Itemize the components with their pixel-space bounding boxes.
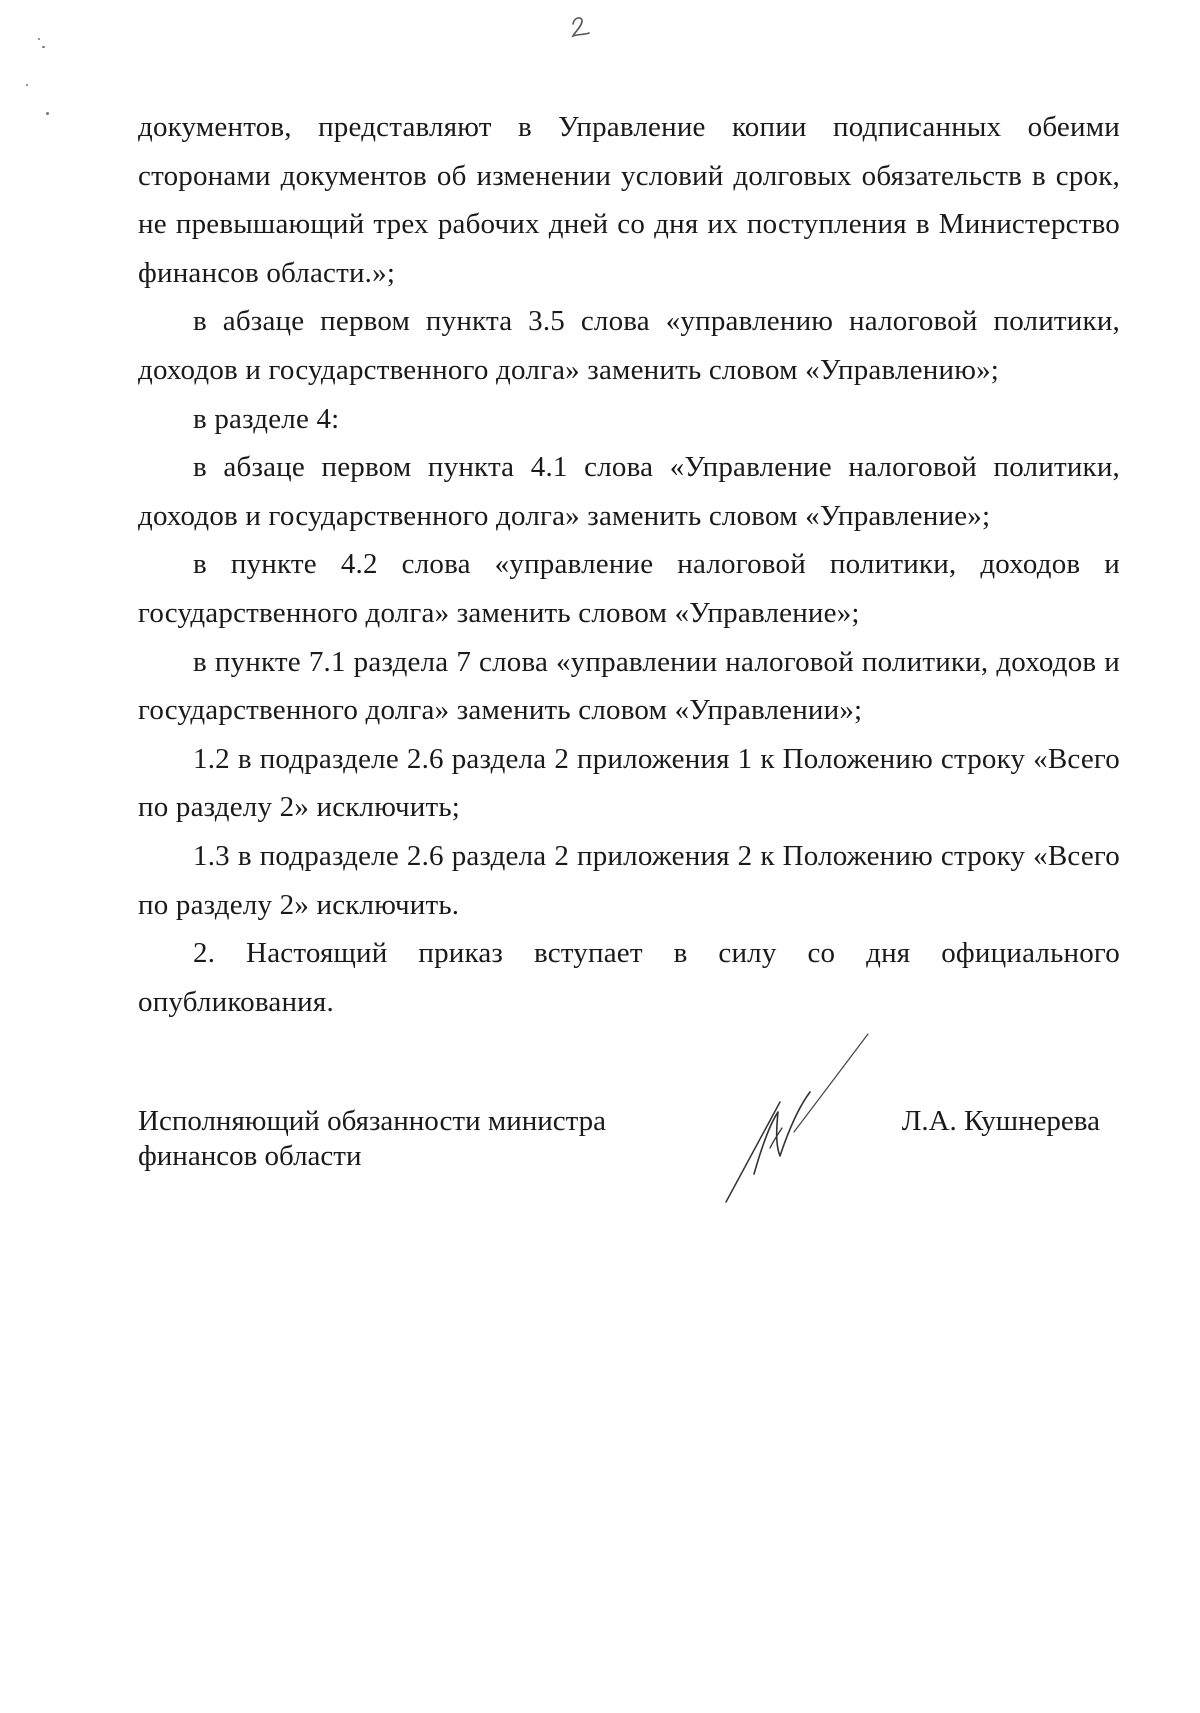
paragraph-section-4: в разделе 4: xyxy=(193,402,340,435)
paragraph-2-effective: 2. Настоящий приказ вступает в силу со дня официального опубликования. xyxy=(138,937,1120,1018)
paragraph-1-2: 1.2 в подразделе 2.6 раздела 2 приложения 1 к Положению строку «Всего по разделу 2» исключить; xyxy=(138,742,1120,824)
paragraph-item-4-2: в пункте 4.2 слова «управление налоговой политики, доходов и государственного долга» заменить словом «Управление»; xyxy=(138,548,1120,629)
scan-speck xyxy=(38,38,40,40)
signer-position-line-2: финансов области xyxy=(138,1140,362,1172)
signature-block xyxy=(138,1104,1120,1234)
paragraph-1-3: 1.3 в подразделе 2.6 раздела 2 приложения 2 к Положению строку «Всего по разделу 2» исключить. xyxy=(138,839,1120,921)
paragraph-item-3-5: в абзаце первом пункта 3.5 слова «управлению налоговой политики, доходов и государственного долга» заменить словом «Управлению»; xyxy=(138,305,1120,386)
handwritten-page-number xyxy=(562,6,602,46)
handwritten-signature xyxy=(718,1028,878,1208)
signer-position-line-1: Исполняющий обязанности министра xyxy=(138,1105,607,1137)
paragraph-item-4-1: в абзаце первом пункта 4.1 слова «Управление налоговой политики, доходов и государственного долга» заменить словом «Управление»; xyxy=(138,451,1120,532)
paragraph-continuation: документов, представляют в Управление копии подписанных обеими сторонами документов об изменении условий долговых обязательств в срок, не превышающий трех рабочих дней со дня их поступления в Министерство финансов области.»; xyxy=(138,111,1120,289)
scan-speck xyxy=(26,84,28,86)
scan-speck xyxy=(46,112,49,115)
signer-position xyxy=(138,1104,658,1174)
scan-speck xyxy=(42,46,45,48)
document-body xyxy=(138,103,1120,1026)
signer-name: Л.А. Кушнерева xyxy=(901,1105,1100,1137)
paragraph-item-7-1: в пункте 7.1 раздела 7 слова «управлении налоговой политики, доходов и государственного долга» заменить словом «Управлении»; xyxy=(138,645,1120,727)
